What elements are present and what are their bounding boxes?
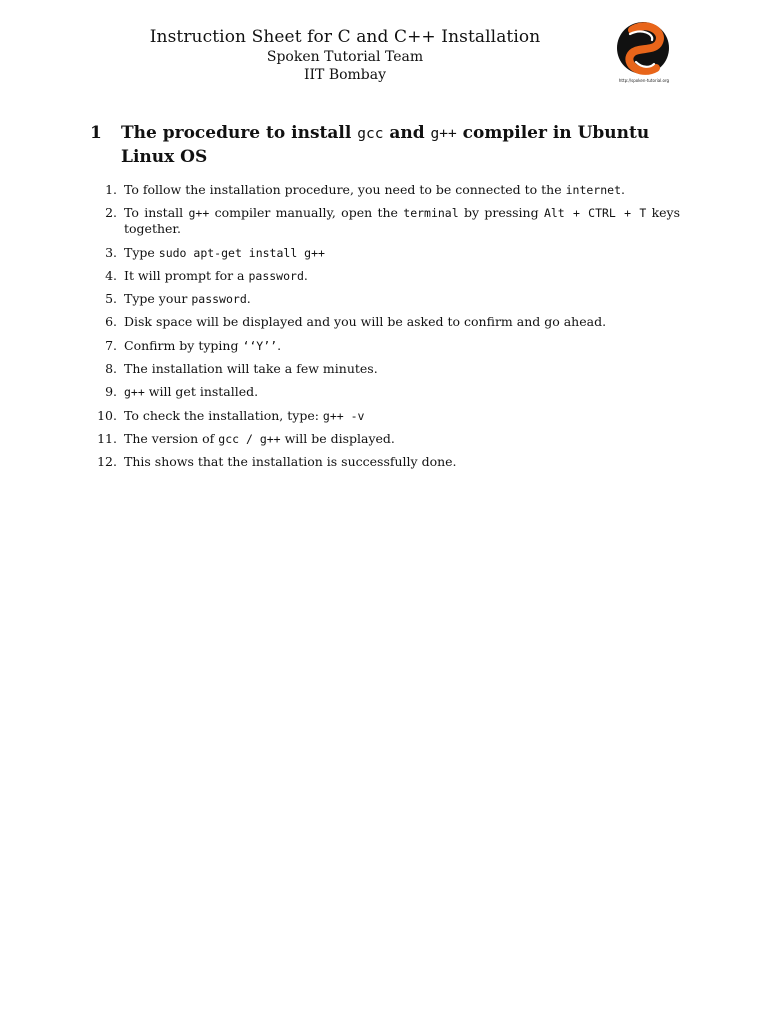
logo-url-text: http://spoken-tutorial.org [618,78,670,83]
step-text: by pressing [458,205,544,221]
step-number: 10. [97,407,117,423]
step-number: 9. [105,384,117,400]
spoken-tutorial-logo [608,18,680,88]
list-item [90,431,680,447]
step-number: 11. [97,430,117,446]
step-number: 2. [105,205,117,221]
list-item [90,314,680,330]
step-text: The version of [124,430,219,446]
step-text: compiler manually, open the [209,205,404,221]
step-text: Type your [124,291,192,307]
step-code: g++ -v [322,408,365,423]
list-item [90,268,680,284]
step-code: gcc / g++ [218,431,281,446]
step-text: will get installed. [144,384,259,400]
step-number: 5. [105,291,117,307]
step-text: This shows that the installation is successfully done. [124,454,457,470]
list-item [90,205,680,237]
list-item [90,454,680,470]
step-code: g++ [188,206,210,221]
step-code: ‘‘Y’’ [242,338,278,353]
step-text: will be displayed. [280,430,395,446]
team-name: Spoken Tutorial Team [266,49,424,65]
step-number: 3. [105,244,117,260]
step-number: 1. [105,182,117,197]
list-item [90,361,680,377]
step-text: It will prompt for a [124,267,249,283]
list-item [90,338,680,354]
section-title-code-gcc: gcc [357,126,384,142]
step-number: 12. [97,454,117,470]
step-text: To follow the installation procedure, you need to be connected to the [124,182,566,197]
step-code: terminal [403,206,459,221]
section-title [121,122,686,169]
list-item [90,384,680,400]
step-number: 8. [105,361,117,377]
step-text: . [303,267,308,283]
step-text: To install [124,205,189,221]
step-text: Type [124,244,159,260]
installation-steps-list [90,182,680,478]
institution-name: IIT Bombay [303,67,387,83]
step-text: The installation will take a few minutes. [124,361,378,377]
step-text: To check the installation, type: [124,407,323,423]
step-code: password [248,268,304,283]
document-title: Instruction Sheet for C and C++ Installation [149,27,541,47]
section-title-text-1: The procedure to install [121,123,358,143]
step-code: Alt + CTRL + T [543,206,647,221]
step-code: sudo apt-get install g++ [158,245,325,260]
step-code: internet [565,183,621,197]
step-text: keys together. [124,205,681,237]
step-text: . [277,337,282,353]
step-text: Disk space will be displayed and you will be asked to confirm and go ahead. [124,314,607,330]
document-header [120,26,570,84]
step-text: . [621,182,625,197]
section-number: 1 [90,123,102,143]
section-title-code-gpp: g++ [430,126,457,142]
step-code: g++ [124,385,145,400]
spoken-tutorial-logo-icon [608,18,680,80]
list-item [90,245,680,261]
step-number: 4. [105,267,117,283]
list-item [90,291,680,307]
list-item [90,408,680,424]
step-number: 7. [105,337,117,353]
section-title-text-2: and [383,123,431,143]
step-code: password [191,292,247,307]
step-text: . [246,291,251,307]
step-text: Confirm by typing [124,337,243,353]
section-title-text-3: compiler in Ubuntu Linux OS [121,123,650,167]
list-item [90,182,680,198]
step-number: 6. [105,314,117,330]
